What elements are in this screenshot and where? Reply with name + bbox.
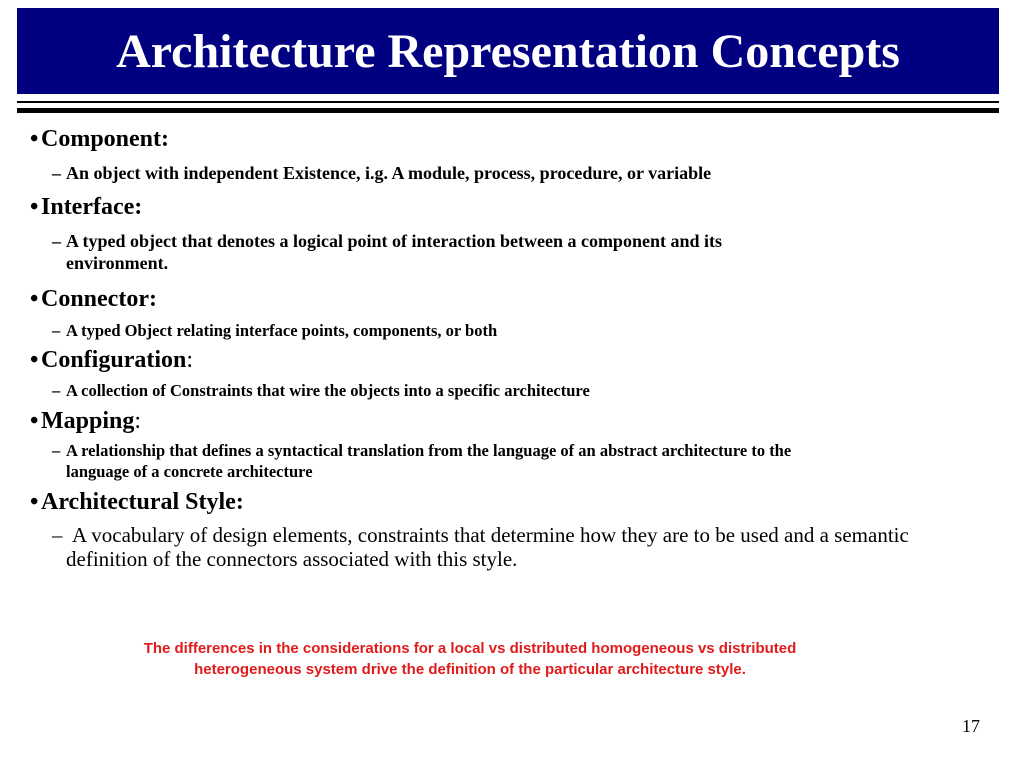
bullet-term: Connector: (41, 286, 157, 312)
bullet-colon: : (186, 347, 194, 373)
bullet-mapping (30, 407, 141, 435)
note-line-2: heterogeneous system drive the definition of the particular architecture style. (194, 661, 746, 678)
highlight-note (0, 638, 940, 680)
sub-text-cont: definition of the connectors associated with this style. (66, 547, 518, 571)
sub-text: A relationship that defines a syntactical translation from the language of an abstract architecture to the (66, 441, 792, 460)
dash-icon: – (52, 163, 61, 183)
sub-text-cont: language of a concrete architecture (66, 462, 313, 481)
note-line-1: The differences in the considerations for a local vs distributed homogeneous vs distributed (143, 640, 797, 657)
bullet-term: Mapping (41, 408, 135, 434)
sub-text: A vocabulary of design elements, constraints that determine how they are to be used and a semantic (72, 523, 909, 547)
sub-text: A typed Object relating interface points, components, or both (66, 321, 498, 340)
sub-connector (52, 320, 982, 341)
bullet-connector (30, 285, 157, 313)
dash-icon: – (52, 231, 61, 251)
sub-interface (52, 230, 982, 274)
sub-component (52, 162, 982, 184)
slide-title: Architecture Representation Concepts (116, 24, 900, 78)
dash-icon: – (52, 441, 61, 460)
bullet-term: Component: (41, 126, 170, 152)
bullet-interface (30, 193, 142, 221)
bullet-icon: • (30, 347, 39, 373)
dash-icon: – (52, 523, 63, 547)
sub-text: A typed object that denotes a logical point of interaction between a component and its (66, 231, 722, 251)
bullet-term: Interface: (41, 194, 143, 220)
sub-text: An object with independent Existence, i.g. A module, process, procedure, or variable (66, 163, 712, 183)
title-bar (17, 8, 999, 94)
dash-icon: – (52, 381, 61, 400)
divider-thick (17, 108, 999, 113)
bullet-icon: • (30, 194, 39, 220)
bullet-colon: : (134, 408, 142, 434)
bullet-configuration (30, 346, 193, 374)
bullet-architectural-style (30, 488, 244, 516)
bullet-icon: • (30, 408, 39, 434)
bullet-icon: • (30, 489, 39, 515)
bullet-term: Configuration (41, 347, 187, 373)
sub-text-cont: environment. (66, 253, 169, 273)
bullet-icon: • (30, 286, 39, 312)
bullet-component (30, 125, 169, 153)
sub-text: A collection of Constraints that wire the objects into a specific architecture (66, 381, 590, 400)
sub-architectural-style (52, 523, 982, 571)
sub-mapping (52, 440, 982, 482)
divider-thin (17, 101, 999, 103)
sub-configuration (52, 380, 982, 401)
bullet-term: Architectural Style: (41, 489, 244, 515)
bullet-icon: • (30, 126, 39, 152)
page-number: 17 (962, 716, 980, 736)
dash-icon: – (52, 321, 61, 340)
